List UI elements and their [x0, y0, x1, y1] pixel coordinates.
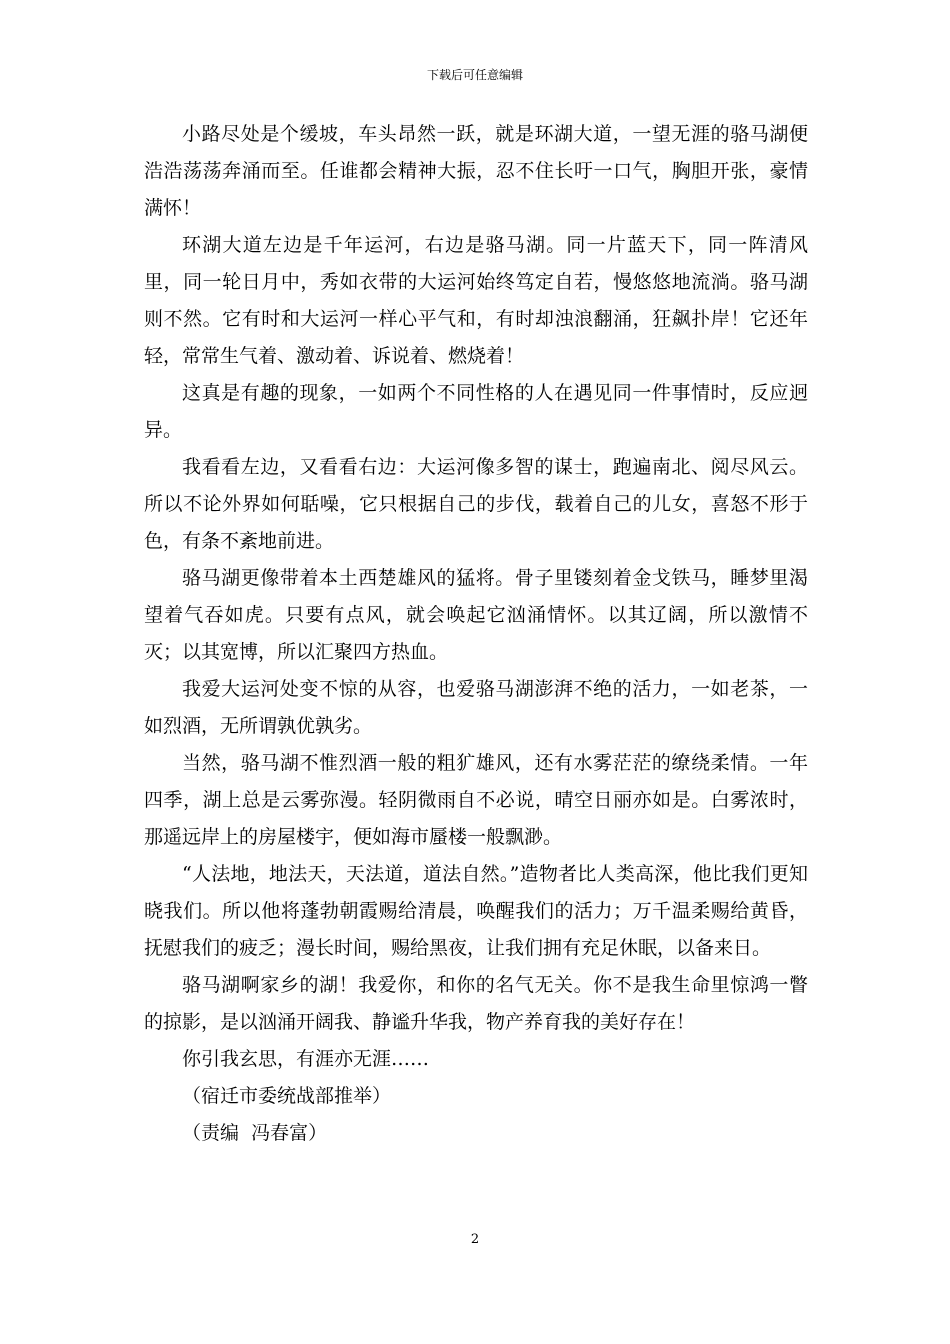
paragraph: 我爱大运河处变不惊的从容，也爱骆马湖澎湃不绝的活力，一如老茶，一如烈酒，无所谓孰优孰劣。 [144, 678, 808, 737]
paragraph: 骆马湖更像带着本土西楚雄风的猛将。骨子里镂刻着金戈铁马，睡梦里渴望着气吞如虎。只要有点风，就会唤起它汹涌情怀。以其辽阔，所以激情不灭；以其宽博，所以汇聚四方热血。 [144, 567, 808, 663]
page-header: 下载后可任意编辑 [426, 68, 523, 82]
paragraph: 这真是有趣的现象，一如两个不同性格的人在遇见同一件事情时，反应迥异。 [144, 382, 808, 441]
paragraph: 我看看左边，又看看右边：大运河像多智的谋士，跑遍南北、阅尽风云。所以不论外界如何聒噪，它只根据自己的步伐，载着自己的儿女，喜怒不形于色，有条不紊地前进。 [144, 456, 808, 552]
recommendation-note: （宿迁市委统战部推举） [182, 1085, 392, 1107]
document-body [144, 116, 808, 1152]
paragraph: 环湖大道左边是千年运河，右边是骆马湖。同一片蓝天下，同一阵清风里，同一轮日月中，秀如衣带的大运河始终笃定自若，慢悠悠地流淌。骆马湖则不然。它有时和大运河一样心平气和，有时却浊浪翻涌，狂飙扑岸！它还年轻，常常生气着、激动着、诉说着、燃烧着！ [144, 234, 808, 367]
paragraph: 当然，骆马湖不惟烈酒一般的粗犷雄风，还有水雾茫茫的缭绕柔情。一年四季，湖上总是云雾弥漫。轻阴微雨自不必说，晴空日丽亦如是。白雾浓时，那遥远岸上的房屋楼宇，便如海市蜃楼一般飘渺。 [144, 752, 808, 848]
paragraph: 你引我玄思，有涯亦无涯…… [182, 1048, 430, 1070]
paragraph: 骆马湖啊家乡的湖！我爱你，和你的名气无关。你不是我生命里惊鸿一瞥的掠影，是以汹涌开阔我、静谧升华我，物产养育我的美好存在！ [144, 974, 808, 1033]
page-number: 2 [470, 1232, 480, 1247]
paragraph: 小路尽处是个缓坡，车头昂然一跃，就是环湖大道，一望无涯的骆马湖便浩浩荡荡奔涌而至。任谁都会精神大振，忍不住长吁一口气，胸胆开张，豪情满怀！ [144, 123, 808, 219]
paragraph: “人法地，地法天，天法道，道法自然。”造物者比人类高深，他比我们更知晓我们。所以他将蓬勃朝霞赐给清晨，唤醒我们的活力；万千温柔赐给黄昏，抚慰我们的疲乏；漫长时间，赐给黑夜，让我们拥有充足休眠，以备来日。 [144, 863, 808, 959]
editor-note: （责编 冯春富） [182, 1122, 328, 1144]
